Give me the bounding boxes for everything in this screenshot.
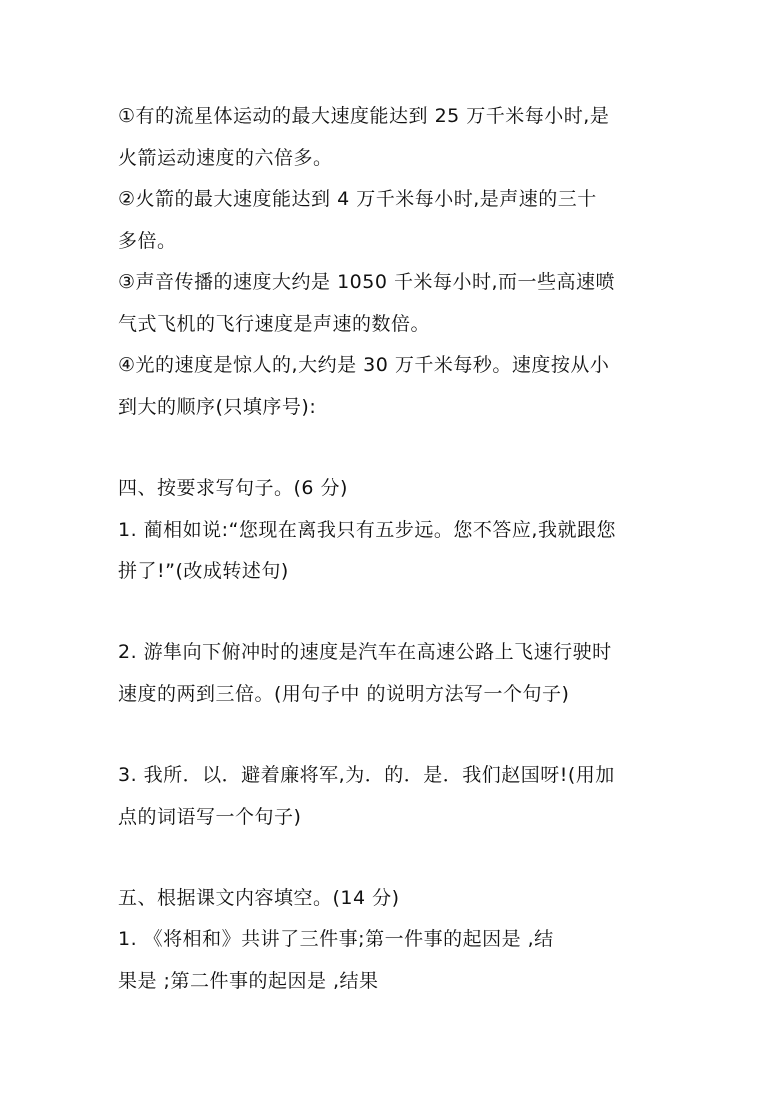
question-3-line-1: 3. 我所．以．避着廉将军,为．的．是．我们赵国呀!(用加: [118, 764, 615, 786]
section-five-heading: 五、根据课文内容填空。(14 分): [118, 887, 400, 909]
text-line-rocket-1: ②火箭的最大速度能达到 4 万千米每小时,是声速的三十: [118, 188, 597, 210]
text-line-light-1: ④光的速度是惊人的,大约是 30 万千米每秒。速度按从小: [118, 354, 610, 376]
question-1-line-1: 1. 蔺相如说:“您现在离我只有五步远。您不答应,我就跟您: [118, 519, 616, 541]
question-3-line-2: 点的词语写一个句子): [118, 806, 302, 828]
question-2-line-1: 2. 游隼向下俯冲时的速度是汽车在高速公路上飞速行驶时: [118, 641, 612, 663]
fill-question-1-line-1: 1. 《将相和》共讲了三件事;第一件事的起因是 ,结: [118, 928, 554, 950]
question-2-line-2: 速度的两到三倍。(用句子中 的说明方法写一个句子): [118, 683, 570, 705]
text-line-meteor-1: ①有的流星体运动的最大速度能达到 25 万千米每小时,是: [118, 105, 610, 127]
fill-question-1-line-2: 果是 ;第二件事的起因是 ,结果: [118, 970, 379, 992]
section-four-heading: 四、按要求写句子。(6 分): [118, 477, 348, 499]
text-line-meteor-2: 火箭运动速度的六倍多。: [118, 147, 333, 169]
question-1-line-2: 拼了!”(改成转述句): [118, 560, 289, 582]
text-line-order-question: 到大的顺序(只填序号):: [118, 396, 317, 418]
text-line-rocket-2: 多倍。: [118, 230, 177, 252]
text-line-sound-1: ③声音传播的速度大约是 1050 千米每小时,而一些高速喷: [118, 271, 616, 293]
text-line-sound-2: 气式飞机的飞行速度是声速的数倍。: [118, 313, 431, 335]
